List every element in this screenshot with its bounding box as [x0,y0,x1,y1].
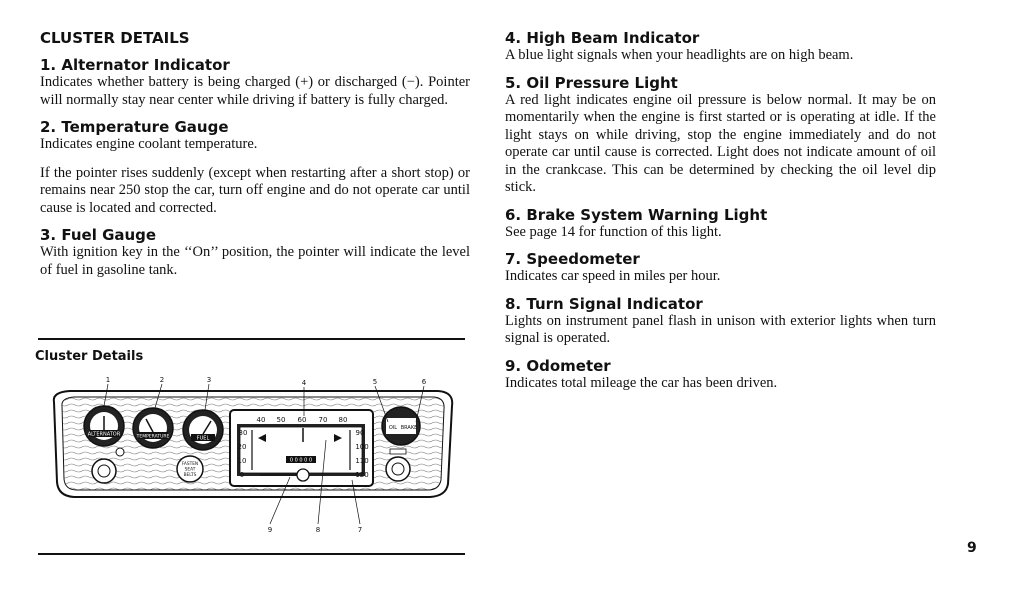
svg-text:10: 10 [237,457,247,465]
svg-text:90: 90 [355,429,365,437]
gauge-label: FUEL [196,435,210,442]
left-column [40,56,470,279]
callout-3: 3 [206,376,212,384]
gauge-label: ALTERNATOR [87,431,121,438]
item-heading: 9. Odometer [505,356,611,375]
svg-text:100: 100 [355,443,369,451]
item-turn-signal [505,295,936,348]
item-text: See page 14 for function of this light. [505,223,722,240]
item-heading: 5. Oil Pressure Light [505,73,678,92]
callout-4: 4 [301,379,307,387]
right-column [505,29,936,392]
item-temperature-warning [40,165,470,218]
svg-text:30: 30 [238,429,248,437]
item-heading: 3. Fuel Gauge [40,226,157,244]
gauge-label: BRAKE [400,425,418,431]
figure-caption: Cluster Details [35,349,144,364]
svg-text:20: 20 [237,443,247,451]
seatbelt-label: FASTEN [181,462,199,467]
item-heading: 6. Brake System Warning Light [505,205,768,224]
page-number: 9 [967,540,977,556]
cluster-diagram [40,372,470,540]
svg-text:60: 60 [297,416,307,424]
alternator-gauge [84,406,124,446]
item-alternator [40,56,470,109]
item-text: Indicates car speed in miles per hour. [505,268,721,284]
callout-7: 7 [357,526,363,534]
item-text: Indicates whether battery is being charged (+) or discharged (−). Pointer will normally stay near center while driving if battery is fully charged. [40,74,470,108]
svg-text:110: 110 [355,457,369,465]
svg-text:80: 80 [338,416,348,424]
item-heading: 7. Speedometer [505,250,640,268]
oil-brake-gauge [382,407,420,445]
callout-2: 2 [159,376,165,384]
item-heading: 2. Temperature Gauge [40,118,229,136]
svg-text:70: 70 [318,416,328,424]
item-text: With ignition key in the ‘‘On’’ position, the pointer will indicate the level of fuel in gasoline tank. [40,244,470,278]
svg-text:SEAT: SEAT [184,467,196,473]
item-heading: 8. Turn Signal Indicator [505,294,703,313]
top-divider [38,338,465,340]
item-heading: 1. Alternator Indicator [40,56,230,74]
speedometer [230,410,373,486]
item-odometer [505,357,936,393]
item-text: Lights on instrument panel flash in unison with exterior lights when turn signal is operated. [505,312,936,346]
svg-text:0: 0 [239,471,245,479]
callout-1: 1 [105,376,111,384]
item-text: Indicates total mileage the car has been driven. [505,374,778,391]
callout-5: 5 [372,378,378,386]
item-speedometer [505,250,936,286]
svg-text:50: 50 [276,416,286,424]
item-text: If the pointer rises suddenly (except when restarting after a short stop) or remains near 250 stop the car, turn off engine and do not operate car until cause is located and corrected. [40,164,470,216]
item-fuel [40,226,470,279]
callout-8: 8 [315,526,321,534]
temperature-gauge [133,408,173,448]
svg-text:BELTS: BELTS [183,473,197,478]
section-title: CLUSTER DETAILS [40,29,190,47]
svg-text:120: 120 [355,471,369,479]
odometer-digits: 0 0 0 0 0 [289,457,313,464]
gauge-label: TEMPERATURE [136,434,170,440]
callout-9: 9 [267,526,273,534]
item-high-beam [505,29,936,65]
bottom-divider [38,553,465,555]
item-brake [505,206,936,242]
svg-text:40: 40 [256,416,266,424]
item-heading: 4. High Beam Indicator [505,29,700,47]
item-text: Indicates engine coolant temperature. [40,136,258,152]
callout-6: 6 [421,378,427,386]
fuel-gauge [183,410,223,450]
item-text: A blue light signals when your headlights are on high beam. [505,47,854,63]
item-temperature [40,118,470,154]
item-oil-pressure [505,74,936,197]
item-text: A red light indicates engine oil pressure is below normal. It may be on momentarily when the engine is first started or is operating at idle. If the light stays on while driving, stop the engine immediately and do not operate car until cause is corrected. Light does not indicate amount of oil in the crankcase. This can be determined by checking the oil level dip stick. [505,91,936,195]
gauge-label: OIL [388,425,398,431]
